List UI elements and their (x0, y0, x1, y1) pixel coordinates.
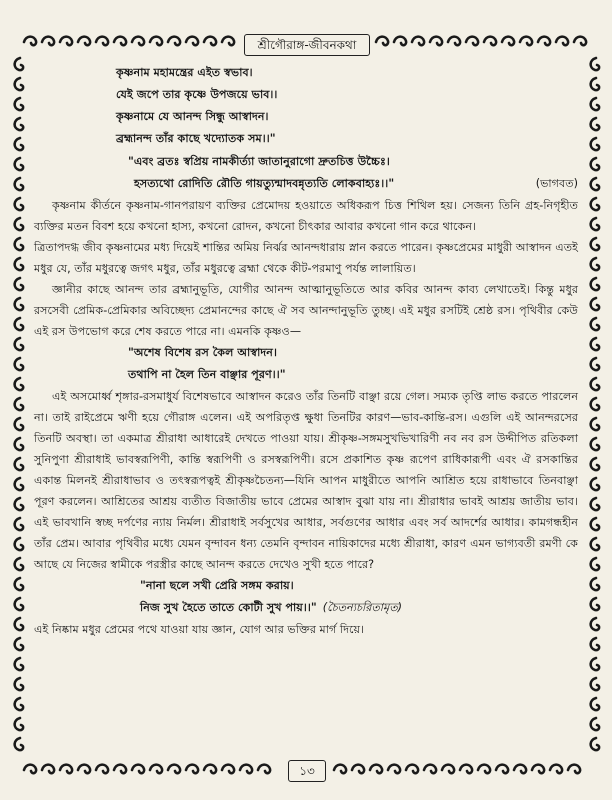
shloka-line-2 (134, 173, 578, 195)
paragraph: এই নিষ্কাম মধুর প্রেমের পথে যাওয়া যায় জ্ঞান, যোগ আর ভক্তির মার্গ দিয়ে। (34, 623, 365, 636)
paragraph: জ্ঞানীর কাছে আনন্দ তার ব্রহ্মানুভূতি, যোগীর আনন্দ আত্মানুভূতিতে আর কবির আনন্দ কাব্য লেখাতেই। কিন্তু মধুর রসসেবী প্রেমিক-প্রেমিকার অবিচ্ছেদ্য প্রেমানন্দের কাছে ঐ সব আনন্দানুভূতি তুচ্ছ। এই মধুর রসটিই শ্রেষ্ঠ রস। পৃথিবীর কেউ এই রস উপভোগ করে শেষ করতে পারে না। এমনকি কৃষ্ণও— (34, 283, 578, 338)
verse-line: যেই জপে তার কৃষ্ণে উপজয়ে ভাব।। (116, 88, 278, 101)
citation: (চৈতন্যচরিতামৃত) (322, 601, 402, 614)
paragraph: কৃষ্ণনাম কীর্তনে কৃষ্ণনাম-গানপরায়ণ ব্যক্তির প্রেমোদয় হওয়াতে অধিকরূপ চিত্ত শিথিল হয়। সেজন্য তিনি গ্রহ-নিগৃহীত ব্যক্তির মতন বিবশ হয়ে কখনো হাস্য, কখনো রোদন, কখনো চীৎকার আবার কখনো গান করে থাকেন। (34, 199, 578, 233)
border-left-scrolls (15, 58, 24, 750)
shloka-source: (ভাগবত) (535, 177, 578, 190)
verse-line: কৃষ্ণনাম মহামন্ত্রের এইত স্বভাব। (116, 66, 253, 79)
paragraph: এই অসমোর্ধ্ব শৃঙ্গার-রসমাধুর্য বিশেষভাবে আস্বাদন করেও তাঁর তিনটি বাঞ্ছা রয়ে গেল। সম্যক তৃপ্তি লাভ করতে পারলেন না। তাই রাইপ্রেমে ঋণী হয়ে গৌরাঙ্গ এলেন। এই অপরিতৃপ্ত ক্ষুধা তিনটির কারণ—ভাব-কান্তি-রস। এগুলি এই আনন্দরসের তিনটি অবস্থা। তা একমাত্র শ্রীরাধা আধারেই দেখতে পাওয়া যায়। শ্রীকৃষ্ণ-সঙ্গমসুখভিখারিণী নব নব রস উদ্দীপিত রতিকলা সুনিপুণা শ্রীরাধাই ভাবস্বরূপিণী, কান্তি স্বরূপিণী ও রসস্বরূপিণী। রসে প্রকাশিত কৃষ্ণ রূপেণ রাধিকারূপী এবং ঐ রসকান্তির একান্ত মিলনই শ্রীরাধাভাব ও তৎস্বরূপত্বই শ্রীকৃষ্ণচৈতন্য—যিনি আপন মাধুরীতে আপনি আশ্রিত হয়ে রাধাভাবে তিনবাঞ্ছা পূরণ করলেন। আশ্রিতের আশ্রয় ব্যতীত বিজাতীয় ভাবে প্রেমের আস্বাদ বুঝা যায় না। শ্রীরাধার ভাবই আশ্রয় জাতীয় ভাব। এই ভাবখানি স্বচ্ছ দর্পণের ন্যায় নির্মল। শ্রীরাধাই সর্বসুখের আধার, সর্বগুণের আধার এবং সর্ব আদর্শের আধার। কামগন্ধহীন তাঁর প্রেম। আবার পৃথিবীর মধ্যে যেমন বৃন্দাবন ধন্য তেমনি বৃন্দাবন নায়িকাদের মধ্যে শ্রীরাধা, কারণ এমন ভাগ্যবতী রমণী কে আছে যে নিজের স্বামীকে পরস্ত্রীর কাছে আনন্দ করতে দেখেও সুখী হতে পারে? (34, 390, 578, 571)
verse-line: তথাপি না হৈল তিন বাঞ্ছার পূরণ।।" (128, 368, 286, 381)
verse-line: "নানা ছলে সখী প্রেরি সঙ্গম করায়। (140, 579, 294, 592)
verse-line: কৃষ্ণনামে যে আনন্দ সিন্ধু আস্বাদন। (116, 110, 269, 123)
shloka-text: হসত্যথো রোদিতি রৌতি গায়ত্যুন্মাদবন্নৃত্যতি লোকবাহ্যঃ।।" (134, 177, 395, 190)
border-top-left-scrolls (24, 37, 234, 46)
verse-line: ব্রহ্মানন্দ তাঁর কাছে খদ্যোতক সম।।" (116, 132, 276, 145)
shloka-line-1: "এবং ব্রতঃ স্বপ্রিয় নামকীর্ত্যা জাতানুরাগো দ্রুতচিত্ত উচ্চৈঃ। (128, 155, 390, 168)
border-bottom-right-scrolls (334, 765, 580, 774)
verse-line-with-citation (140, 597, 578, 619)
verse-line: "অশেষ বিশেষ রস কৈল আস্বাদন। (128, 346, 277, 359)
page-content (34, 62, 578, 640)
running-header: শ্রীগৌরাঙ্গ-জীবনকথা (244, 34, 370, 56)
border-top-right-scrolls (376, 37, 586, 46)
paragraph: ত্রিতাপদগ্ধ জীব কৃষ্ণনামের মধ্য দিয়েই শান্তির অমিয় নির্ঝর আনন্দধারায় স্নান করতে পারেন। কৃষ্ণপ্রেমের মাধুরী আস্বাদন এতই মধুর যে, তাঁর মধুরত্বে জগৎ মধুর, তাঁর মধুরত্বে ব্রহ্মা থেকে কীট-পরমাণু পর্যন্ত লালায়িত। (34, 241, 578, 275)
verse-text: নিজ সুখ হৈতে তাতে কোটী সুখ পায়।।" (140, 601, 317, 614)
border-right-scrolls (591, 58, 600, 750)
page-number: ১৩ (288, 760, 326, 782)
border-bottom-left-scrolls (24, 765, 270, 774)
